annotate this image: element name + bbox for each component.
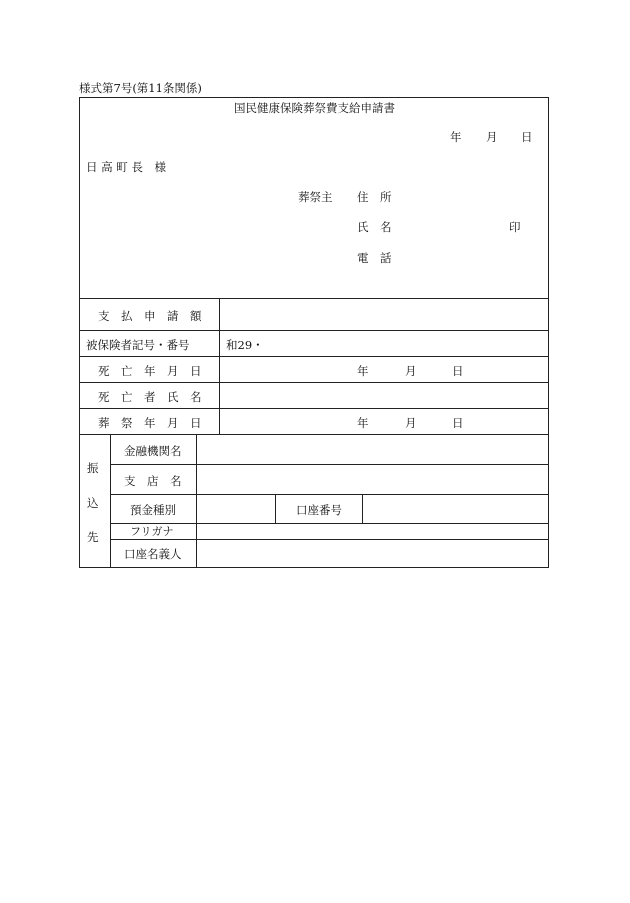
form-title: 国民健康保険葬祭費支給申請書 [234, 101, 395, 115]
payment-amount-field[interactable] [222, 300, 547, 328]
addressee: 日 高 町 長 様 [86, 160, 166, 174]
funeral-date-field[interactable] [222, 410, 547, 432]
account-number-label: 口座番号 [296, 503, 342, 517]
header-day-label: 日 [521, 130, 533, 144]
transfer-char-1: 振 [87, 461, 99, 475]
applicant-group-label: 葬祭主 [298, 190, 333, 204]
divider [79, 434, 549, 435]
seal-mark: 印 [509, 220, 521, 234]
account-holder-label: 口座名義人 [124, 547, 182, 561]
divider [110, 523, 549, 524]
header-month-label: 月 [486, 130, 498, 144]
funeral-day-label: 日 [452, 416, 464, 430]
divider [79, 356, 549, 357]
funeral-month-label: 月 [405, 416, 417, 430]
divider [79, 330, 549, 331]
divider [110, 539, 549, 540]
insured-number-label: 被保険者記号・番号 [86, 338, 190, 352]
deposit-divider [275, 494, 276, 523]
deposit-type-label: 預金種別 [130, 503, 176, 517]
funeral-date-label: 葬 祭 年 月 日 [98, 416, 202, 430]
form-number-label: 様式第7号(第11条関係) [79, 81, 202, 95]
death-year-label: 年 [357, 364, 369, 378]
death-date-field[interactable] [222, 358, 547, 380]
divider [79, 382, 549, 383]
branch-label: 支 店 名 [124, 474, 182, 488]
transfer-label-divider [196, 434, 197, 568]
furigana-label: フリガナ [130, 525, 174, 538]
phone-label: 電 話 [357, 251, 392, 265]
transfer-char-3: 先 [87, 530, 99, 544]
transfer-side-divider [110, 434, 111, 568]
insured-number-field[interactable]: 和29・ [226, 338, 264, 352]
furigana-field[interactable] [199, 525, 547, 538]
account-divider [362, 494, 363, 523]
deceased-name-label: 死 亡 者 氏 名 [98, 390, 202, 404]
branch-field[interactable] [199, 467, 547, 492]
account-number-field[interactable] [365, 497, 547, 521]
death-month-label: 月 [405, 364, 417, 378]
name-label: 氏 名 [357, 220, 392, 234]
payment-amount-label: 支 払 申 請 額 [98, 309, 202, 323]
account-holder-field[interactable] [199, 541, 547, 566]
divider [110, 464, 549, 465]
deceased-name-field[interactable] [222, 384, 547, 406]
bank-name-field[interactable] [199, 437, 547, 462]
funeral-year-label: 年 [357, 416, 369, 430]
death-day-label: 日 [452, 364, 464, 378]
bank-name-label: 金融機関名 [124, 444, 182, 458]
header-year-label: 年 [450, 130, 462, 144]
address-label: 住 所 [357, 190, 392, 204]
divider [79, 298, 549, 299]
divider [79, 408, 549, 409]
divider [110, 494, 549, 495]
column-divider [219, 298, 220, 434]
death-date-label: 死 亡 年 月 日 [98, 364, 202, 378]
transfer-char-2: 込 [87, 496, 99, 510]
deposit-type-field[interactable] [199, 497, 273, 521]
